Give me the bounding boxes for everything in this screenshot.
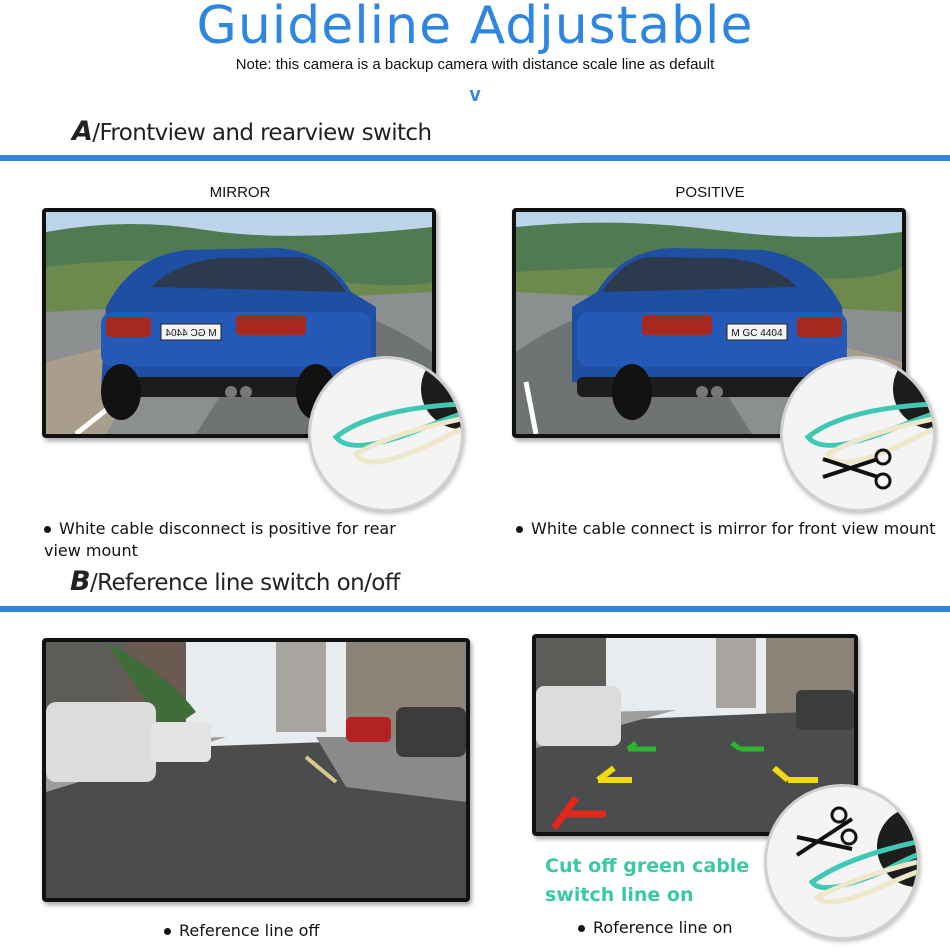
bullet-icon [578, 925, 585, 932]
reference-on-bullet [578, 917, 733, 939]
reference-line-off-image [42, 638, 470, 902]
positive-bullet [516, 518, 936, 540]
cut-green-cable-closeup [764, 784, 920, 940]
section-b-title: /Reference line switch on/off [89, 570, 400, 596]
page-title: Guideline Adjustable [196, 0, 754, 56]
positive-bullet-text: White cable connect is mirror for front view mount [531, 519, 936, 538]
header-note: Note: this camera is a backup camera with distance scale line as default [235, 56, 715, 73]
reference-on-text: Roference line on [593, 918, 733, 937]
bullet-icon [164, 928, 171, 935]
chevron-down-icon: v [469, 84, 481, 106]
positive-plate-text: M GC 4404 [731, 328, 783, 339]
scissors-icon [797, 808, 856, 855]
green-instruction [545, 852, 749, 910]
positive-caption: POSITIVE [675, 184, 745, 201]
green-instruction-line-2: switch line on [545, 884, 694, 906]
section-b-letter: B [70, 566, 90, 597]
green-instruction-line-1: Cut off green cable [545, 855, 750, 877]
section-b-heading [70, 566, 400, 597]
section-a-title: /Frontview and rearview switch [92, 120, 432, 146]
section-b-divider [0, 606, 950, 612]
reference-off-bullet [164, 920, 319, 942]
bullet-icon [44, 526, 51, 533]
mirror-plate-text: M GC 4404 [165, 328, 217, 339]
cable-connected-closeup [780, 356, 936, 512]
section-a-heading [72, 116, 431, 147]
reference-off-text: Reference line off [179, 921, 320, 940]
bullet-icon [516, 526, 523, 533]
mirror-bullet [44, 518, 424, 562]
mirror-bullet-text: White cable disconnect is positive for rear view mount [44, 519, 396, 560]
cable-disconnected-closeup [308, 356, 464, 512]
section-a-letter: A [72, 116, 93, 147]
section-a-divider [0, 155, 950, 161]
mirror-caption: MIRROR [209, 184, 271, 201]
